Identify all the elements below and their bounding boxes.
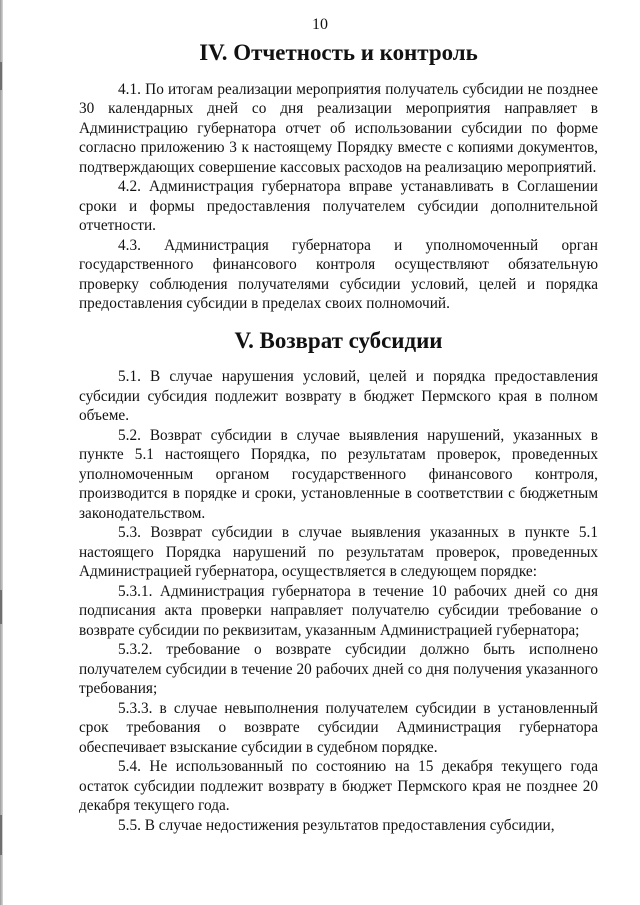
page-number: 10 [312,16,328,33]
scan-edge [0,0,3,905]
scan-mark [0,62,2,90]
paragraph-4-2: 4.2. Администрация губернатора вправе устанавливать в Соглашении сроки и формы предоставления получателем субсидии дополнительной отчетности. [79,178,598,234]
section-heading-refund: V. Возврат субсидии [234,327,443,353]
paragraph-4-3: 4.3. Администрация губернатора и уполномоченный орган государственного финансового контроля осуществляют обязательную проверку соблюдения получателями субсидии условий, целей и порядка предоставления субсидии в пределах своих полномочий. [79,236,598,312]
paragraph-4-1: 4.1. По итогам реализации мероприятия получатель субсидии не позднее 30 календарных дней со дня реализации мероприятия направляет в Администрацию губернатора отчет об использовании субсидии по форме согласно приложению 3 к настоящему Порядку вместе с копиями документов, подтверждающих совершение кассовых расходов на реализацию мероприятий. [79,80,598,176]
scan-mark [0,590,2,624]
paragraph-5-2: 5.2. Возврат субсидии в случае выявления нарушений, указанных в пункте 5.1 настоящего Порядка, по результатам проверок, проведенных уполномоченным органом государственного финансового контроля, производится в порядке и сроки, установленные в соответствии с бюджетным законодательством. [79,426,598,522]
paragraph-5-3: 5.3. Возврат субсидии в случае выявления указанных в пункте 5.1 настоящего Порядка нарушений по результатам проверок, проведенных Администрацией губернатора, осуществляется в следующем порядке: [79,524,598,580]
paragraph-5-3-2: 5.3.2. требование о возврате субсидии должно быть исполнено получателем субсидии в течение 20 рабочих дней со дня получения указанного требования; [79,641,598,697]
document-body [79,40,598,835]
scan-mark [0,815,2,855]
paragraph-5-3-1: 5.3.1. Администрация губернатора в течение 10 рабочих дней со дня подписания акта проверки направляет получателю субсидии требование о возврате субсидии по реквизитам, указанным Администрацией губернатора; [79,582,598,639]
paragraph-5-3-3: 5.3.3. в случае невыполнения получателем субсидии в установленный срок требования о возврате субсидии Администрация губернатора обеспечивает взыскание субсидии в судебном порядке. [79,699,598,756]
paragraph-5-1: 5.1. В случае нарушения условий, целей и порядка предоставления субсидии субсидия подлежит возврату в бюджет Пермского края в полном объеме. [79,368,598,424]
paragraph-5-5: 5.5. В случае недостижения результатов предоставления субсидии, [118,816,555,834]
paragraph-5-4: 5.4. Не использованный по состоянию на 15 декабря текущего года остаток субсидии подлежит возврату в бюджет Пермского края не позднее 20 декабря текущего года. [79,758,598,814]
section-heading-reporting: IV. Отчетность и контроль [199,40,478,65]
